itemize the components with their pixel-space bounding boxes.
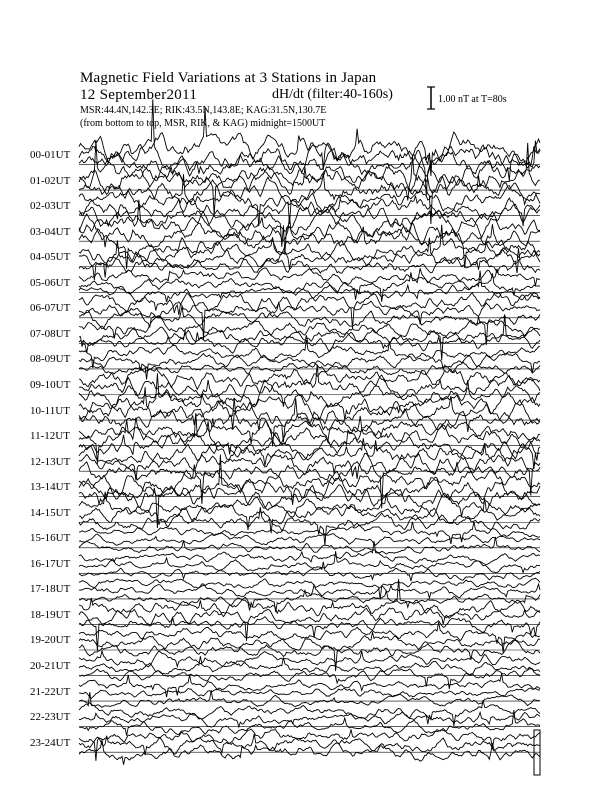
hour-label: 14-15UT [30, 506, 71, 519]
trace-line [79, 632, 540, 671]
hour-label: 09-10UT [30, 378, 71, 391]
station-order-note: (from bottom to top, MSR, RIK, & KAG) midnight=1500UT [80, 118, 326, 129]
hour-label: 02-03UT [30, 200, 71, 213]
hour-label: 22-23UT [30, 711, 71, 724]
hour-label: 15-16UT [30, 532, 71, 545]
hour-label: 06-07UT [30, 302, 71, 315]
trace-line [79, 438, 540, 468]
hour-label: 01-02UT [30, 174, 71, 187]
trace-line [79, 687, 540, 699]
trace-line [79, 365, 540, 399]
trace-line [79, 710, 540, 736]
hour-label: 16-17UT [30, 557, 71, 570]
trace-line [79, 734, 540, 755]
hour-label: 08-09UT [30, 353, 71, 366]
trace-line [79, 537, 540, 554]
hour-label: 18-19UT [30, 608, 71, 621]
trace-line [79, 271, 540, 302]
trace-line [79, 453, 540, 508]
trace-line [79, 551, 540, 572]
trace-line [79, 366, 540, 389]
trace-line [79, 196, 540, 227]
trace-line [79, 268, 540, 286]
trace-line [79, 617, 540, 638]
hour-label: 20-21UT [30, 660, 71, 672]
hour-label: 19-20UT [30, 634, 71, 647]
hour-label: 12-13UT [30, 455, 71, 468]
trace-line [79, 712, 540, 727]
hour-label: 21-22UT [30, 685, 71, 698]
hour-label: 07-08UT [30, 327, 71, 340]
chart-title: Magnetic Field Variations at 3 Stations in Japan [80, 70, 377, 86]
trace-line [79, 413, 540, 469]
station-coordinates: MSR:44.4N,142.3E; RIK:43.5N,143.8E; KAG:31.5N,130.7E [80, 105, 327, 116]
trace-line [79, 293, 540, 340]
trace-line [79, 692, 540, 726]
trace-line [79, 584, 540, 598]
trace-line [79, 108, 540, 177]
chart-date: 12 September2011 [80, 87, 198, 103]
trace-line [79, 472, 540, 505]
hour-label: 13-14UT [30, 481, 71, 494]
hour-label: 10-11UT [30, 404, 70, 417]
hour-label: 23-24UT [30, 736, 71, 749]
trace-line [79, 608, 540, 651]
scale-label: 1.00 nT at T=80s [438, 94, 507, 105]
hour-label: 03-04UT [30, 225, 71, 238]
hour-label: 05-06UT [30, 276, 71, 289]
hour-label: 11-12UT [30, 430, 70, 443]
hour-label: 17-18UT [30, 583, 71, 596]
trace-line [79, 562, 540, 581]
hour-label: 04-05UT [30, 251, 71, 264]
hour-label: 00-01UT [30, 149, 71, 161]
chart-quantity: dH/dt (filter:40-160s) [272, 87, 393, 102]
trace-line [79, 541, 540, 565]
trace-line [79, 498, 540, 533]
trace-line [79, 690, 540, 707]
